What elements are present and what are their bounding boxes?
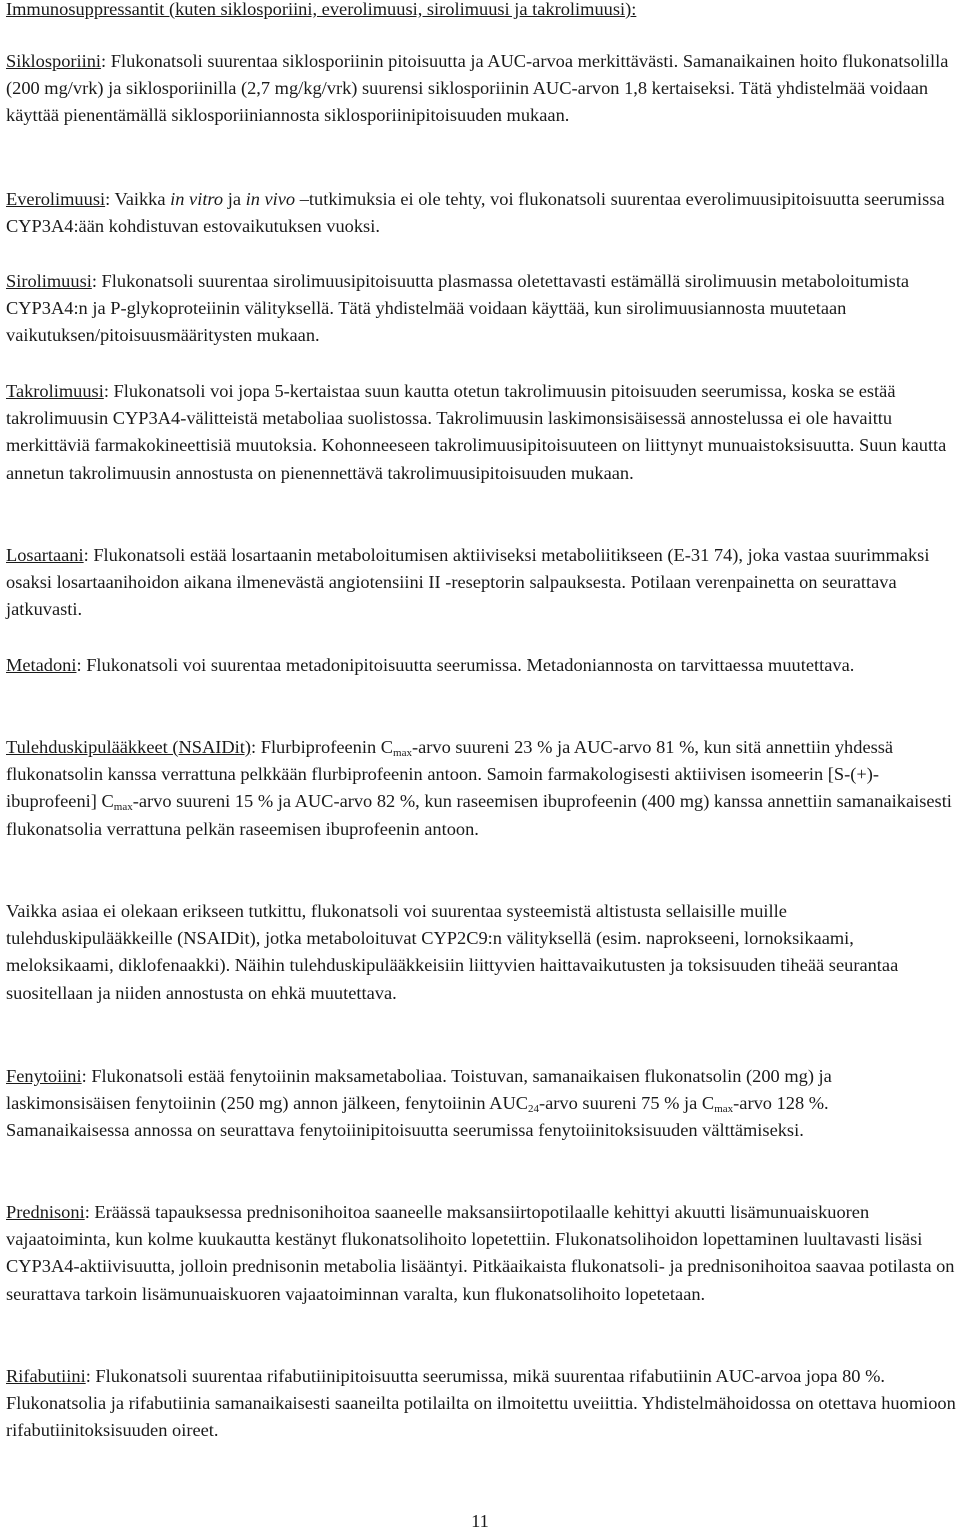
text-rifabutiini: : Flukonatsoli suurentaa rifabutiinipitoisuutta seerumissa, mikä suurentaa rifabutiinin AUC-arvoa jopa 80 %. Flukonatsolia ja rifabutiinia samanaikaisesti saaneilta potilailta on ilmoitettu uveiittia. Yhdistelmähoidossa on otettava huomioon rifabutiinitoksisuuden oireet. (6, 1366, 956, 1441)
text-sirolimuusi: : Flukonatsoli suurentaa sirolimuusipitoisuutta plasmassa oletettavasti estämällä sirolimuusin metaboloitumista CYP3A4:n ja P-glykoproteiinin välityksellä. Tätä yhdistelmää voidaan käyttää, kun sirolimuusiannosta muutetaan vaikutuksen/pitoisuusmääritysten mukaan. (6, 271, 910, 346)
paragraph-siklosporiini (6, 48, 956, 130)
section-intro-heading: Immunosuppressantit (kuten siklosporiini, everolimuusi, sirolimuusi ja takrolimuusi): (6, 0, 637, 19)
text-nsaid-2: -arvo suureni 23 % ja AUC-arvo 81 %, kun sitä annettiin yhdessä flukonatsolin kanssa verrattuna pelkkään flurbiprofeenin antoon. Samoin farmakologisesti aktiivisen isomeerin [S-(+)-ibuprofeeni] C (6, 737, 894, 812)
text-takrolimuusi: : Flukonatsoli voi jopa 5-kertaistaa suun kautta otetun takrolimuusin pitoisuuden seerumissa, koska se estää takrolimuusin CYP3A4-välitteistä metaboliaa suolistossa. Takrolimuusin laskimonsisäisessä annostelussa ei ole havaittu merkittäviä farmakokineettisiä muutoksia. Kohonneeseen takrolimuusipitoisuuteen on liittynyt munuaistoksisuutta. Suun kautta annetun takrolimuusin annostusta on pienennettävä takrolimuusipitoisuuden mukaan. (6, 381, 947, 483)
paragraph-rifabutiini (6, 1363, 956, 1445)
italic-in-vitro: in vitro (170, 189, 224, 209)
page-number: 11 (471, 1511, 489, 1531)
term-prednisoni: Prednisoni (6, 1202, 85, 1222)
text-everolimuusi-2: ja (223, 189, 246, 209)
text-nsaid-1: : Flurbiprofeenin C (251, 737, 394, 757)
term-sirolimuusi: Sirolimuusi (6, 271, 92, 291)
text-siklosporiini: : Flukonatsoli suurentaa siklosporiinin pitoisuutta ja AUC-arvoa merkittävästi. Samanaikainen hoito flukonatsolilla (200 mg/vrk) ja siklosporiinilla (2,7 mg/kg/vrk) suurensi siklosporiinin AUC-arvon 1,8 kertaiseksi. Tätä yhdistelmää voidaan käyttää pienentämällä siklosporiiniannosta siklosporiinipitoisuuden mukaan. (6, 51, 949, 126)
section-intro (6, 0, 956, 23)
term-metadoni: Metadoni (6, 655, 77, 675)
paragraph-metadoni (6, 652, 956, 679)
paragraph-everolimuusi (6, 186, 956, 240)
paragraph-nsaid-general (6, 898, 956, 1007)
text-fenytoiini-2: -arvo suureni 75 % ja C (539, 1093, 715, 1114)
paragraph-takrolimuusi (6, 378, 956, 487)
term-losartaani: Losartaani (6, 545, 84, 565)
term-siklosporiini: Siklosporiini (6, 51, 102, 71)
term-everolimuusi: Everolimuusi (6, 189, 106, 209)
text-losartaani: : Flukonatsoli estää losartaanin metaboloitumisen aktiiviseksi metaboliitikseen (E-31 74), joka vastaa suurimmaksi osaksi losartaanihoidon aikana ilmenevästä angiotensiini II -reseptorin salpauksesta. Potilaan verenpainetta on seurattava jatkuvasti. (6, 545, 930, 620)
paragraph-sirolimuusi (6, 268, 956, 350)
term-rifabutiini: Rifabutiini (6, 1366, 86, 1386)
subscript-max-3: max (714, 1103, 734, 1116)
text-prednisoni: : Eräässä tapauksessa prednisonihoitoa saaneelle maksansiirtopotilaalle kehittyi akuutti lisämunuaiskuoren vajaatoiminta, kun kolme kuukautta kestänyt flukonatsolihoito lopetettiin. Flukonatsolihoidon lopettaminen luultavasti lisäsi CYP3A4-aktiivisuutta, jolloin prednisonin metabolia lisääntyi. Pitkäaikaista flukonatsoli- ja prednisonihoitoa saavaa potilasta on seurattava tarkoin lisämunuaiskuoren vajaatoiminnan varalta, kun flukonatsolihoito lopetetaan. (6, 1202, 955, 1304)
subscript-max-2: max (113, 801, 133, 814)
term-takrolimuusi: Takrolimuusi (6, 381, 104, 401)
text-everolimuusi-3: –tutkimuksia ei ole tehty, voi flukonatsoli suurentaa everolimuusipitoisuutta seerumissa CYP3A4:ään kohdistuvan estovaikutuksen vuoksi. (6, 189, 945, 237)
text-everolimuusi-1: : Vaikka (105, 189, 171, 209)
text-nsaid-general: Vaikka asiaa ei olekaan erikseen tutkittu, flukonatsoli voi suurentaa systeemistä altistusta sellaisille muille tulehduskipulääkkeille (NSAIDit), jotka metaboloituvat CYP2C9:n välityksellä (esim. naprokseeni, lornoksikaami, meloksikaami, diklofenaakki). Näihin tulehduskipulääkkeisiin liittyvien haittavaikutusten ja toksisuuden tiheää seurantaa suositellaan ja niiden annostusta on ehkä muutettava. (6, 901, 899, 1003)
subscript-24: 24 (528, 1103, 540, 1116)
text-fenytoiini-1: : Flukonatsoli estää fenytoiinin maksametaboliaa. Toistuvan, samanaikaisen flukonatsolin (200 mg) ja laskimonsisäisen fenytoiinin (250 mg) annon jälkeen, fenytoiinin AUC (6, 1066, 832, 1114)
paragraph-nsaid (6, 734, 956, 843)
paragraph-losartaani (6, 542, 956, 624)
italic-in-vivo: in vivo (245, 189, 296, 209)
text-nsaid-3: -arvo suureni 15 % ja AUC-arvo 82 %, kun raseemisen ibuprofeenin (400 mg) kanssa annettiin samanaikaisesti flukonatsolia verrattuna pelkän raseemisen ibuprofeenin antoon. (6, 791, 952, 839)
subscript-max-1: max (393, 747, 412, 759)
text-fenytoiini-3: -arvo 128 %. Samanaikaisessa annossa on seurattava fenytoiinipitoisuutta seerumissa fenytoiinitoksisuuden välttämiseksi. (6, 1093, 829, 1141)
term-fenytoiini: Fenytoiini (6, 1066, 82, 1086)
paragraph-prednisoni (6, 1199, 956, 1308)
text-metadoni: : Flukonatsoli voi suurentaa metadonipitoisuutta seerumissa. Metadoniannosta on tarvittaessa muutettava. (76, 655, 855, 675)
paragraph-fenytoiini (6, 1063, 956, 1145)
term-nsaid: Tulehduskipulääkkeet (NSAIDit) (6, 737, 252, 757)
